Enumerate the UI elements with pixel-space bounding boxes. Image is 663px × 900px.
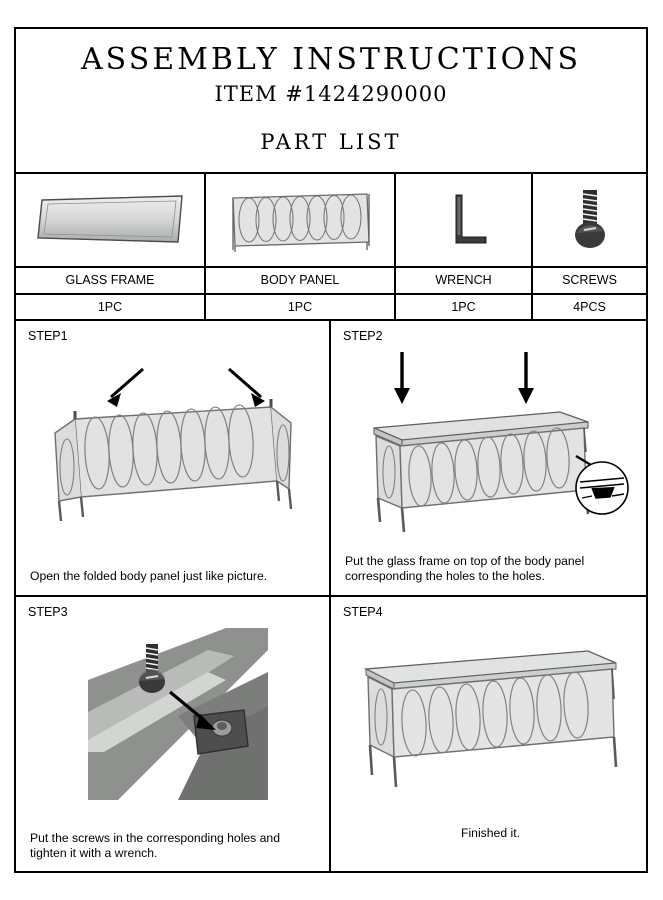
item-number: ITEM #1424290000 xyxy=(214,81,448,106)
part-column-glass-frame xyxy=(16,174,206,319)
step-caption-4: Finished it. xyxy=(461,826,520,841)
body-panel-icon xyxy=(206,174,394,268)
step-caption-2: Put the glass frame on top of the body panel corresponding the holes to the holes. xyxy=(345,554,585,584)
part-name-body-panel: BODY PANEL xyxy=(206,268,394,295)
part-column-body-panel xyxy=(206,174,396,319)
part-list-table xyxy=(16,174,646,321)
step-caption-3: Put the screws in the corresponding holes and tighten it with a wrench. xyxy=(30,831,280,861)
screw-icon xyxy=(533,174,646,268)
part-column-screws xyxy=(533,174,646,319)
part-qty-wrench: 1PC xyxy=(451,299,476,314)
finished-console-table-illustration xyxy=(331,621,646,820)
document-header xyxy=(16,29,646,174)
step-caption-1: Open the folded body panel just like picture. xyxy=(30,569,268,584)
step-label-2: STEP2 xyxy=(343,328,383,343)
part-list-title: PART LIST xyxy=(260,129,402,154)
steps-grid xyxy=(16,321,646,872)
step-panel-2 xyxy=(331,321,646,597)
step-panel-1 xyxy=(16,321,331,597)
screw-into-hole-photo xyxy=(16,621,329,820)
part-name-screws: SCREWS xyxy=(533,268,646,295)
wrench-icon xyxy=(396,174,531,268)
part-name-glass-frame: GLASS FRAME xyxy=(16,268,204,295)
part-name-wrench: WRENCH xyxy=(396,268,531,295)
page-title: ASSEMBLY INSTRUCTIONS xyxy=(81,42,581,77)
part-qty-body-panel: 1PC xyxy=(287,299,313,314)
instruction-sheet xyxy=(14,27,648,873)
part-column-wrench xyxy=(396,174,533,319)
step-label-4: STEP4 xyxy=(343,604,383,619)
step-label-3: STEP3 xyxy=(28,604,68,619)
glass-frame-on-body-panel-illustration xyxy=(331,345,646,543)
step-panel-4 xyxy=(331,597,646,872)
step-panel-3 xyxy=(16,597,331,872)
part-qty-glass-frame: 1PC xyxy=(97,299,123,314)
part-qty-screws: 4PCS xyxy=(573,299,606,314)
step-label-1: STEP1 xyxy=(28,328,68,343)
glass-frame-icon xyxy=(16,174,204,268)
body-panel-unfolding-illustration xyxy=(16,345,329,543)
